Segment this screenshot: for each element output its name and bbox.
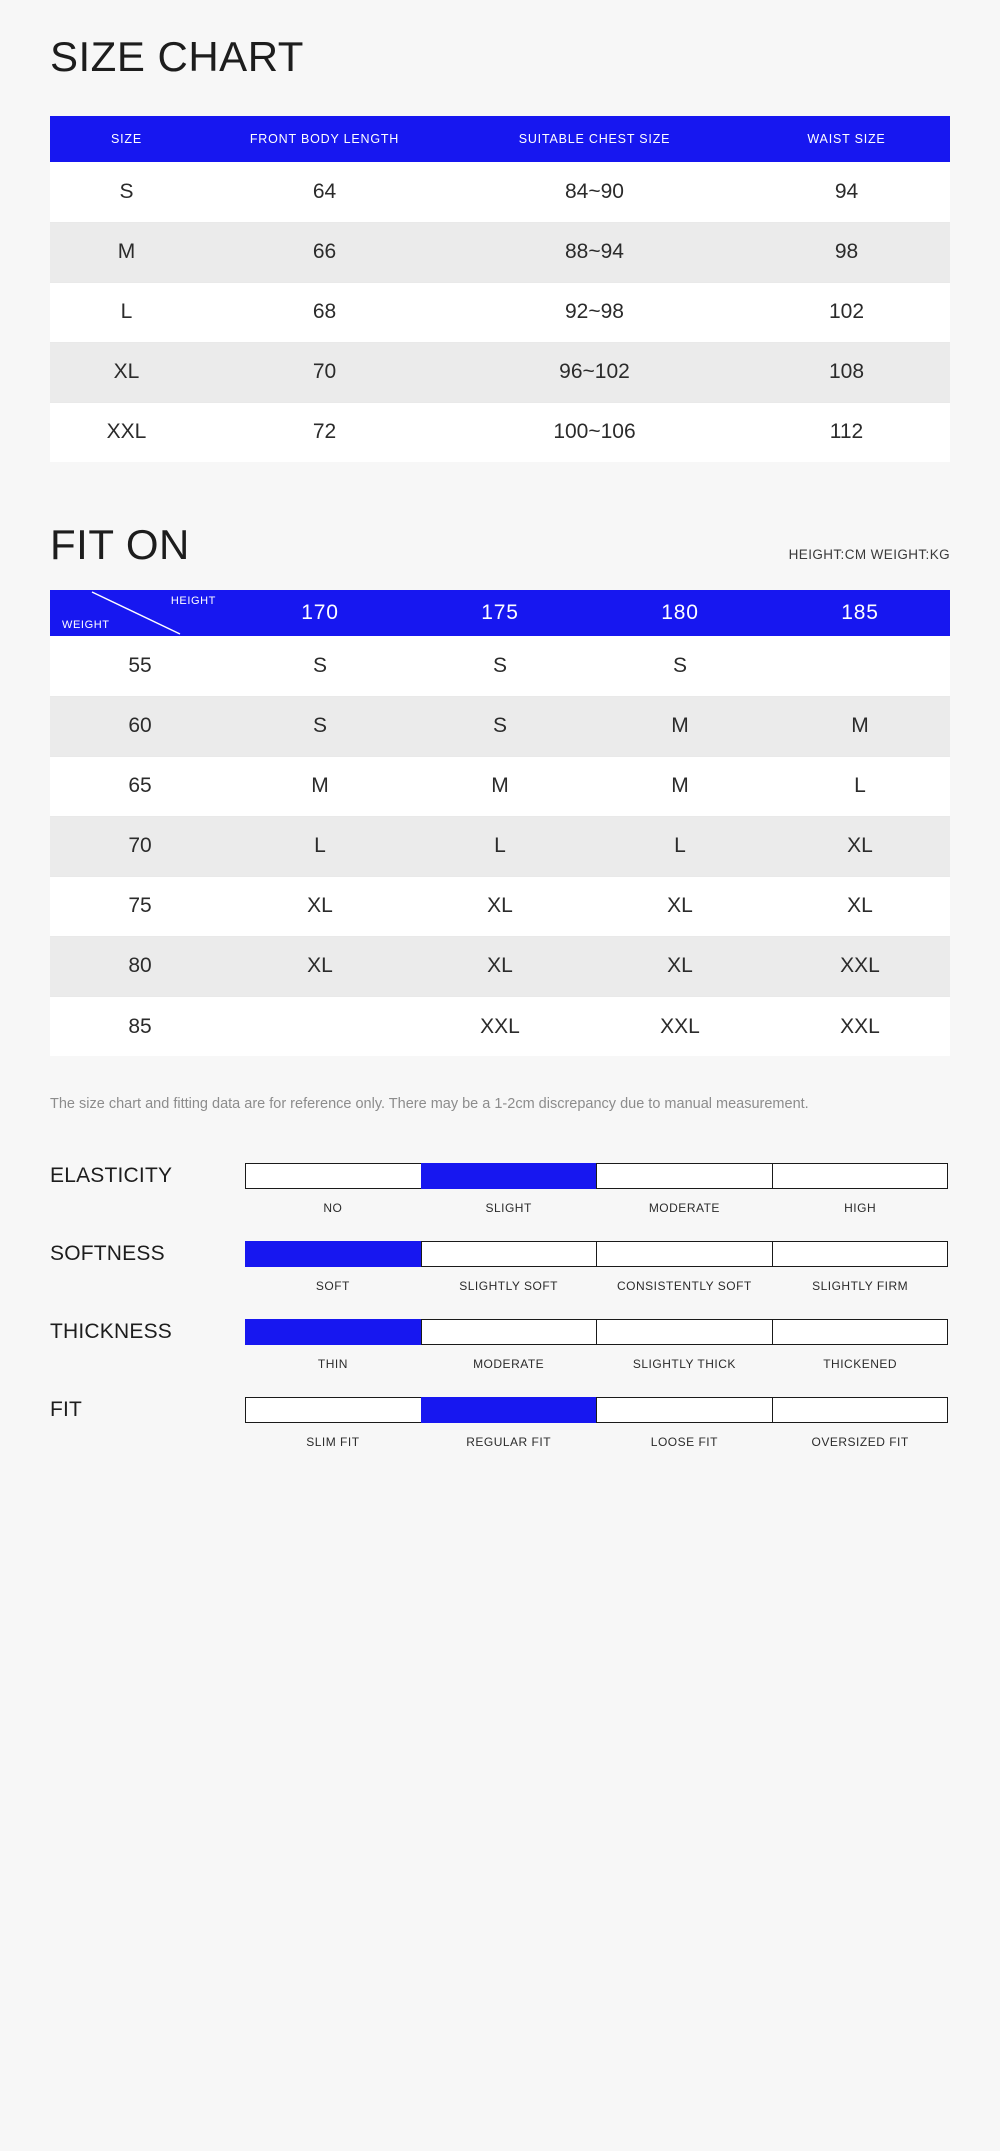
meter-tick-label: SLIGHTLY THICK: [632, 1357, 736, 1372]
table-cell: M: [590, 696, 770, 756]
fit-on-weight-cell: 75: [50, 876, 230, 936]
table-row: [50, 696, 950, 756]
table-cell: 84~90: [446, 162, 743, 222]
table-cell: 108: [743, 342, 950, 402]
table-cell: 66: [203, 222, 446, 282]
meter-segment: [772, 1397, 949, 1423]
meter-row: [50, 1163, 950, 1189]
meter-tick-label: OVERSIZED FIT: [811, 1435, 909, 1450]
meter-segment: [245, 1163, 421, 1189]
table-cell: XL: [50, 342, 203, 402]
table-cell: S: [410, 696, 590, 756]
fit-on-weight-cell: 85: [50, 996, 230, 1056]
meter-segment: [596, 1319, 772, 1345]
meter-row: [50, 1397, 950, 1423]
meter-tick-label: HIGH: [844, 1201, 877, 1216]
fit-on-table: [50, 590, 950, 1056]
table-cell: 68: [203, 282, 446, 342]
fit-on-height-header: 180: [590, 590, 770, 636]
table-cell: 102: [743, 282, 950, 342]
meter-tick-label: SLIGHTLY SOFT: [459, 1279, 558, 1294]
table-cell: S: [50, 162, 203, 222]
meter-segment: [421, 1163, 597, 1189]
table-cell: M: [590, 756, 770, 816]
meter-tick-labels: [245, 1435, 948, 1449]
meter-tick-label: SLIGHT: [485, 1201, 532, 1216]
table-cell: XL: [590, 936, 770, 996]
size-chart-col-header: WAIST SIZE: [743, 116, 950, 162]
table-cell: XXL: [770, 996, 950, 1056]
table-cell: S: [410, 636, 590, 696]
table-cell: L: [50, 282, 203, 342]
meter-tick-label: MODERATE: [648, 1201, 720, 1216]
table-cell: M: [50, 222, 203, 282]
table-cell: L: [590, 816, 770, 876]
table-cell: L: [410, 816, 590, 876]
corner-weight-label: WEIGHT: [62, 619, 110, 632]
meter-segment: [596, 1241, 772, 1267]
units-label: HEIGHT:CM WEIGHT:KG: [788, 547, 950, 563]
meter-tick-label: SOFT: [315, 1279, 350, 1294]
table-cell: [770, 636, 950, 696]
meter-label: SOFTNESS: [50, 1242, 165, 1266]
size-chart-col-header: SIZE: [50, 116, 203, 162]
table-cell: M: [410, 756, 590, 816]
table-row: [50, 342, 950, 402]
meter-softness: [50, 1241, 950, 1293]
meter-tick-label: THIN: [317, 1357, 348, 1372]
fit-on-header: [50, 462, 950, 568]
table-cell: 70: [203, 342, 446, 402]
fit-on-height-header: 175: [410, 590, 590, 636]
disclaimer-note: The size chart and fitting data are for reference only. There may be a 1-2cm discrepancy due to manual measurement.: [50, 1096, 809, 1113]
meter-segment: [245, 1397, 421, 1423]
meter-segment: [596, 1163, 772, 1189]
table-cell: 88~94: [446, 222, 743, 282]
corner-height-label: HEIGHT: [170, 595, 216, 608]
table-cell: XL: [590, 876, 770, 936]
meter-label: ELASTICITY: [50, 1164, 173, 1188]
meter-track: [245, 1319, 948, 1345]
table-cell: XL: [230, 876, 410, 936]
table-cell: XXL: [50, 402, 203, 462]
table-cell: [230, 996, 410, 1056]
meter-tick-labels: [245, 1201, 948, 1215]
table-row: [50, 876, 950, 936]
size-chart-table: [50, 116, 950, 462]
meter-tick-label: MODERATE: [473, 1357, 545, 1372]
size-chart-col-header: SUITABLE CHEST SIZE: [446, 116, 743, 162]
meter-tick-label: THICKENED: [823, 1357, 898, 1372]
meter-segment: [596, 1397, 772, 1423]
table-cell: XL: [770, 816, 950, 876]
table-row: [50, 996, 950, 1056]
fit-on-height-header: 170: [230, 590, 410, 636]
table-cell: XXL: [590, 996, 770, 1056]
fabric-attribute-meters: [50, 1163, 950, 1449]
fit-on-title: FIT ON: [50, 521, 190, 569]
meter-tick-label: REGULAR FIT: [466, 1435, 552, 1450]
meter-segment: [245, 1319, 421, 1345]
table-row: [50, 936, 950, 996]
meter-row: [50, 1319, 950, 1345]
table-row: [50, 402, 950, 462]
meter-segment: [245, 1241, 421, 1267]
meter-segment: [421, 1241, 597, 1267]
table-cell: 112: [743, 402, 950, 462]
table-cell: XL: [230, 936, 410, 996]
table-cell: S: [590, 636, 770, 696]
meter-segment: [421, 1397, 597, 1423]
meter-segment: [772, 1163, 949, 1189]
size-chart-header-row: [50, 116, 950, 162]
table-cell: 94: [743, 162, 950, 222]
table-cell: S: [230, 636, 410, 696]
table-cell: XL: [410, 876, 590, 936]
table-row: [50, 282, 950, 342]
table-row: [50, 756, 950, 816]
table-cell: XL: [770, 876, 950, 936]
meter-track: [245, 1163, 948, 1189]
table-cell: M: [770, 696, 950, 756]
table-row: [50, 162, 950, 222]
meter-tick-label: CONSISTENTLY SOFT: [617, 1279, 752, 1294]
meter-track: [245, 1397, 948, 1423]
table-cell: 92~98: [446, 282, 743, 342]
meter-segment: [772, 1241, 949, 1267]
table-cell: XL: [410, 936, 590, 996]
meter-fit: [50, 1397, 950, 1449]
meter-track: [245, 1241, 948, 1267]
fit-on-corner-cell: [50, 590, 230, 636]
meter-elasticity: [50, 1163, 950, 1215]
table-cell: 64: [203, 162, 446, 222]
fit-on-weight-cell: 60: [50, 696, 230, 756]
table-cell: 96~102: [446, 342, 743, 402]
fit-on-header-row: [50, 590, 950, 636]
table-cell: 98: [743, 222, 950, 282]
size-chart-title: SIZE CHART: [50, 33, 304, 80]
fit-on-weight-cell: 65: [50, 756, 230, 816]
fit-on-weight-cell: 55: [50, 636, 230, 696]
table-row: [50, 816, 950, 876]
fit-on-weight-cell: 70: [50, 816, 230, 876]
table-cell: S: [230, 696, 410, 756]
meter-tick-label: NO: [323, 1201, 343, 1216]
meter-thickness: [50, 1319, 950, 1371]
fit-on-weight-cell: 80: [50, 936, 230, 996]
meter-row: [50, 1241, 950, 1267]
meter-tick-labels: [245, 1357, 948, 1371]
meter-segment: [421, 1319, 597, 1345]
fit-on-height-header: 185: [770, 590, 950, 636]
meter-tick-labels: [245, 1279, 948, 1293]
table-cell: 72: [203, 402, 446, 462]
table-cell: L: [230, 816, 410, 876]
meter-tick-label: SLIGHTLY FIRM: [812, 1279, 909, 1294]
meter-label: THICKNESS: [50, 1320, 172, 1344]
table-cell: M: [230, 756, 410, 816]
table-cell: XXL: [770, 936, 950, 996]
meter-tick-label: LOOSE FIT: [650, 1435, 718, 1450]
meter-segment: [772, 1319, 949, 1345]
table-row: [50, 636, 950, 696]
table-cell: XXL: [410, 996, 590, 1056]
meter-tick-label: SLIM FIT: [306, 1435, 360, 1450]
table-row: [50, 222, 950, 282]
table-cell: L: [770, 756, 950, 816]
size-chart-col-header: FRONT BODY LENGTH: [203, 116, 446, 162]
table-cell: 100~106: [446, 402, 743, 462]
meter-label: FIT: [50, 1398, 83, 1422]
